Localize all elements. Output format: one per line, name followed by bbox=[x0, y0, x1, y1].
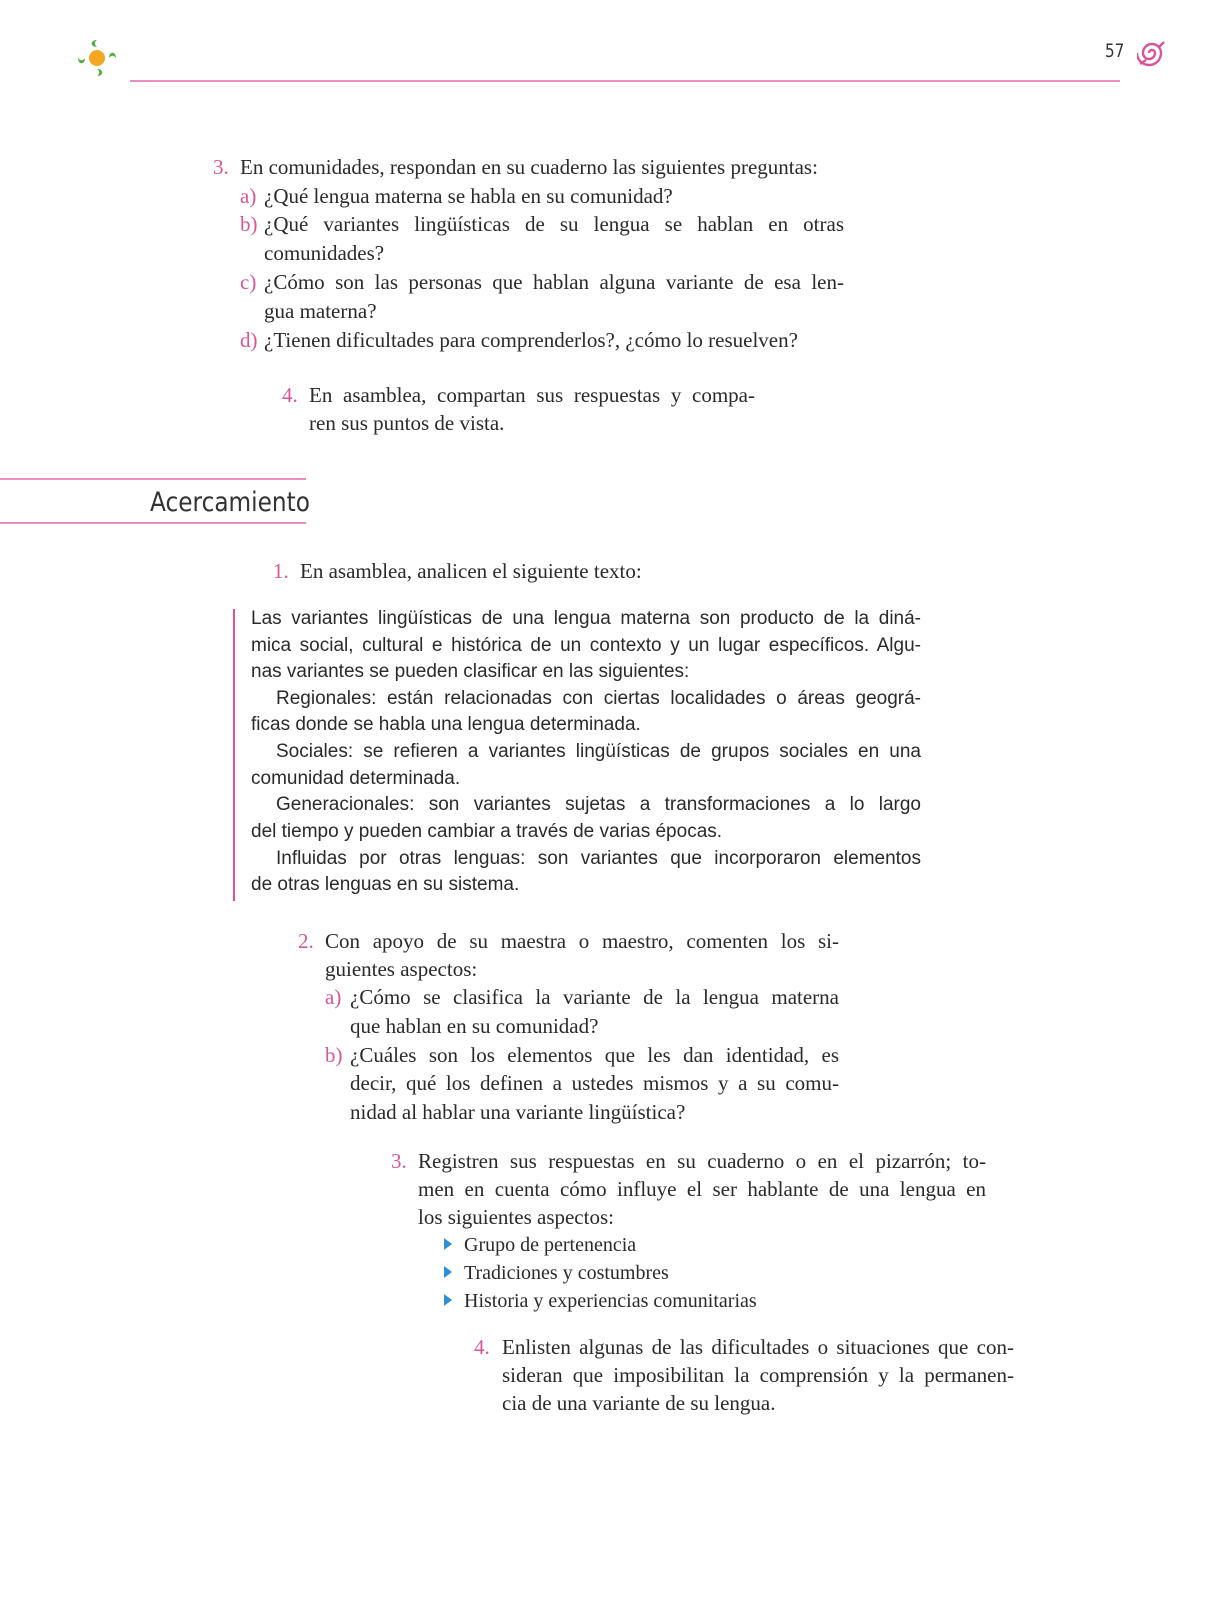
page-number: 57 bbox=[1105, 40, 1125, 62]
spiral-glyph-icon bbox=[1137, 38, 1167, 68]
item-text: ¿Cómo son las personas que hablan alguna variante de esa len- bbox=[264, 270, 844, 294]
section-title: Acercamiento bbox=[150, 487, 310, 518]
step-number: 3. bbox=[391, 1149, 407, 1173]
step-text: Registren sus respuestas en su cuaderno o en el pizarrón; to- bbox=[418, 1149, 986, 1173]
bullet-triangle-icon bbox=[444, 1294, 452, 1306]
item-letter: a) bbox=[325, 985, 342, 1009]
question-stem: En comunidades, respondan en su cuaderno las siguientes preguntas: bbox=[240, 155, 818, 179]
question-number: 4. bbox=[282, 383, 298, 407]
item-text: ¿Tienen dificultades para comprenderlos?, ¿cómo lo resuelven? bbox=[264, 328, 798, 352]
quote-line: Sociales: se refieren a variantes lingüísticas de grupos sociales en una bbox=[276, 741, 921, 762]
quote-line: comunidad determinada. bbox=[251, 768, 461, 789]
header-rule bbox=[130, 80, 1120, 82]
quote-line: Las variantes lingüísticas de una lengua materna son producto de la diná- bbox=[251, 608, 921, 629]
bullet-triangle-icon bbox=[444, 1238, 452, 1250]
quote-line: ficas donde se habla una lengua determinada. bbox=[251, 714, 641, 735]
bullet-triangle-icon bbox=[444, 1266, 452, 1278]
step-text: los siguientes aspectos: bbox=[418, 1205, 614, 1229]
quote-bar bbox=[233, 609, 235, 901]
item-text: ¿Qué variantes lingüísticas de su lengua se hablan en otras bbox=[264, 212, 844, 236]
item-letter: b) bbox=[325, 1043, 343, 1067]
quote-line: nas variantes se pueden clasificar en las siguientes: bbox=[251, 661, 690, 682]
quote-line: de otras lenguas en su sistema. bbox=[251, 874, 520, 895]
quote-line: del tiempo y pueden cambiar a través de varias épocas. bbox=[251, 821, 723, 842]
bullet-item: Grupo de pertenencia bbox=[464, 1234, 637, 1256]
quote-line: Influidas por otras lenguas: son variantes que incorporaron elementos bbox=[276, 848, 921, 869]
item-letter: d) bbox=[240, 328, 258, 352]
bullet-item: Historia y experiencias comunitarias bbox=[464, 1290, 757, 1312]
item-letter: a) bbox=[240, 184, 257, 208]
item-text: ¿Cuáles son los elementos que les dan identidad, es bbox=[350, 1043, 839, 1067]
quote-line: Regionales: están relacionadas con ciertas localidades o áreas geográ- bbox=[276, 688, 921, 709]
bullet-item: Tradiciones y costumbres bbox=[464, 1262, 669, 1284]
item-text: ¿Cómo se clasifica la variante de la lengua materna bbox=[350, 985, 839, 1009]
item-text: gua materna? bbox=[264, 299, 377, 323]
flower-logo-icon bbox=[72, 34, 122, 84]
quote-line: Generacionales: son variantes sujetas a transformaciones a lo largo bbox=[276, 794, 921, 815]
step-text: Con apoyo de su maestra o maestro, comenten los si- bbox=[325, 929, 839, 953]
step-text: cia de una variante de su lengua. bbox=[502, 1391, 776, 1415]
item-text: ¿Qué lengua materna se habla en su comunidad? bbox=[264, 184, 673, 208]
step-text: men en cuenta cómo influye el ser hablante de una lengua en bbox=[418, 1177, 986, 1201]
step-text: sideran que imposibilitan la comprensión y la permanen- bbox=[502, 1363, 1014, 1387]
section-rule-bottom bbox=[0, 522, 306, 524]
step-number: 2. bbox=[298, 929, 314, 953]
step-text: En asamblea, analicen el siguiente texto: bbox=[300, 559, 642, 583]
step-text: guientes aspectos: bbox=[325, 957, 478, 981]
question-number: 3. bbox=[213, 155, 229, 179]
question-text: En asamblea, compartan sus respuestas y compa- bbox=[309, 383, 755, 407]
item-text: comunidades? bbox=[264, 241, 385, 265]
quote-line: mica social, cultural e histórica de un contexto y un lugar específicos. Algu- bbox=[251, 635, 921, 656]
step-number: 1. bbox=[273, 559, 289, 583]
item-text: decir, qué los definen a ustedes mismos y a su comu- bbox=[350, 1071, 839, 1095]
section-rule-top bbox=[0, 478, 306, 480]
step-number: 4. bbox=[474, 1335, 490, 1359]
item-text: que hablan en su comunidad? bbox=[350, 1014, 599, 1038]
item-letter: b) bbox=[240, 212, 258, 236]
step-text: Enlisten algunas de las dificultades o situaciones que con- bbox=[502, 1335, 1014, 1359]
item-letter: c) bbox=[240, 270, 257, 294]
item-text: nidad al hablar una variante lingüística? bbox=[350, 1100, 686, 1124]
question-text: ren sus puntos de vista. bbox=[309, 411, 505, 435]
